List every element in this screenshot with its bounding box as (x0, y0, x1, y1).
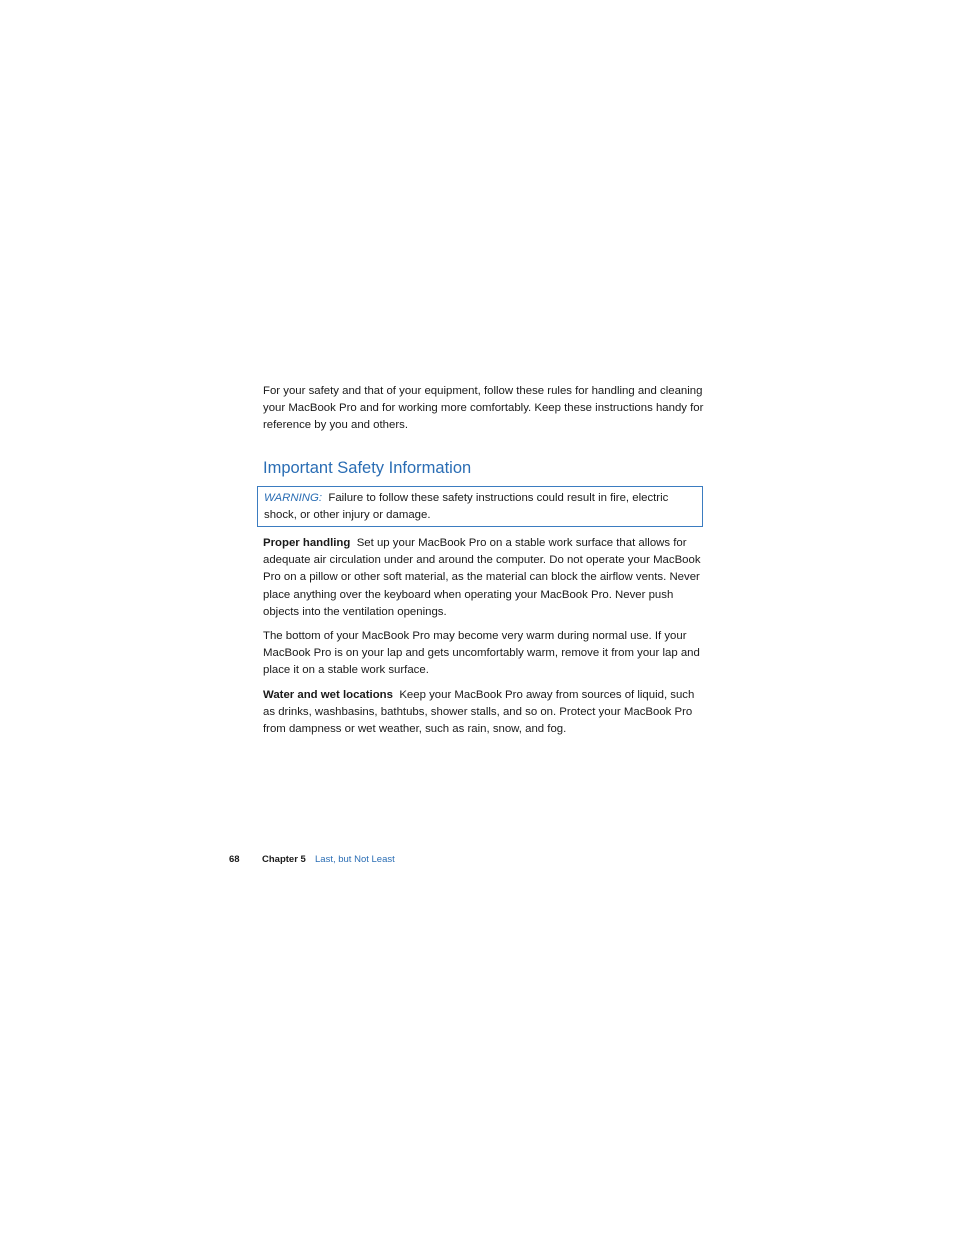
proper-handling-paragraph (263, 535, 708, 621)
chapter-label: Chapter 5 (262, 854, 306, 865)
heat-paragraph: The bottom of your MacBook Pro may become very warm during normal use. If your MacBook Pro is on your lap and gets uncomfortably warm, remove it from your lap and place it on a stable work surface. (263, 630, 700, 677)
water-locations-paragraph (263, 687, 708, 739)
proper-handling-runin: Proper handling (263, 537, 351, 549)
page-footer (0, 853, 954, 869)
water-locations-runin: Water and wet locations (263, 689, 393, 701)
water-locations-text: Keep your MacBook Pro away from sources of liquid, such as drinks, washbasins, bathtubs, shower stalls, and so on. Protect your MacBook Pro from dampness or wet weather, such as rain, snow, and fog. (263, 689, 695, 736)
intro-paragraph: For your safety and that of your equipment, follow these rules for handling and cleaning your MacBook Pro and for working more comfortably. Keep these instructions handy for reference by you and others. (263, 385, 704, 432)
proper-handling-text: Set up your MacBook Pro on a stable work surface that allows for adequate air circulation under and around the computer. Do not operate your MacBook Pro on a pillow or other soft material, as the material can block the airflow vents. Never place anything over the keyboard when operating your MacBook Pro. Never push objects into the ventilation openings. (263, 537, 701, 618)
chapter-title: Last, but Not Least (315, 854, 395, 865)
warning-box (257, 486, 703, 527)
warning-text: Failure to follow these safety instructions could result in fire, electric shock, or other injury or damage. (264, 492, 669, 522)
page-number: 68 (229, 854, 240, 865)
section-heading: Important Safety Information (263, 459, 472, 477)
warning-label: WARNING: (264, 492, 323, 504)
